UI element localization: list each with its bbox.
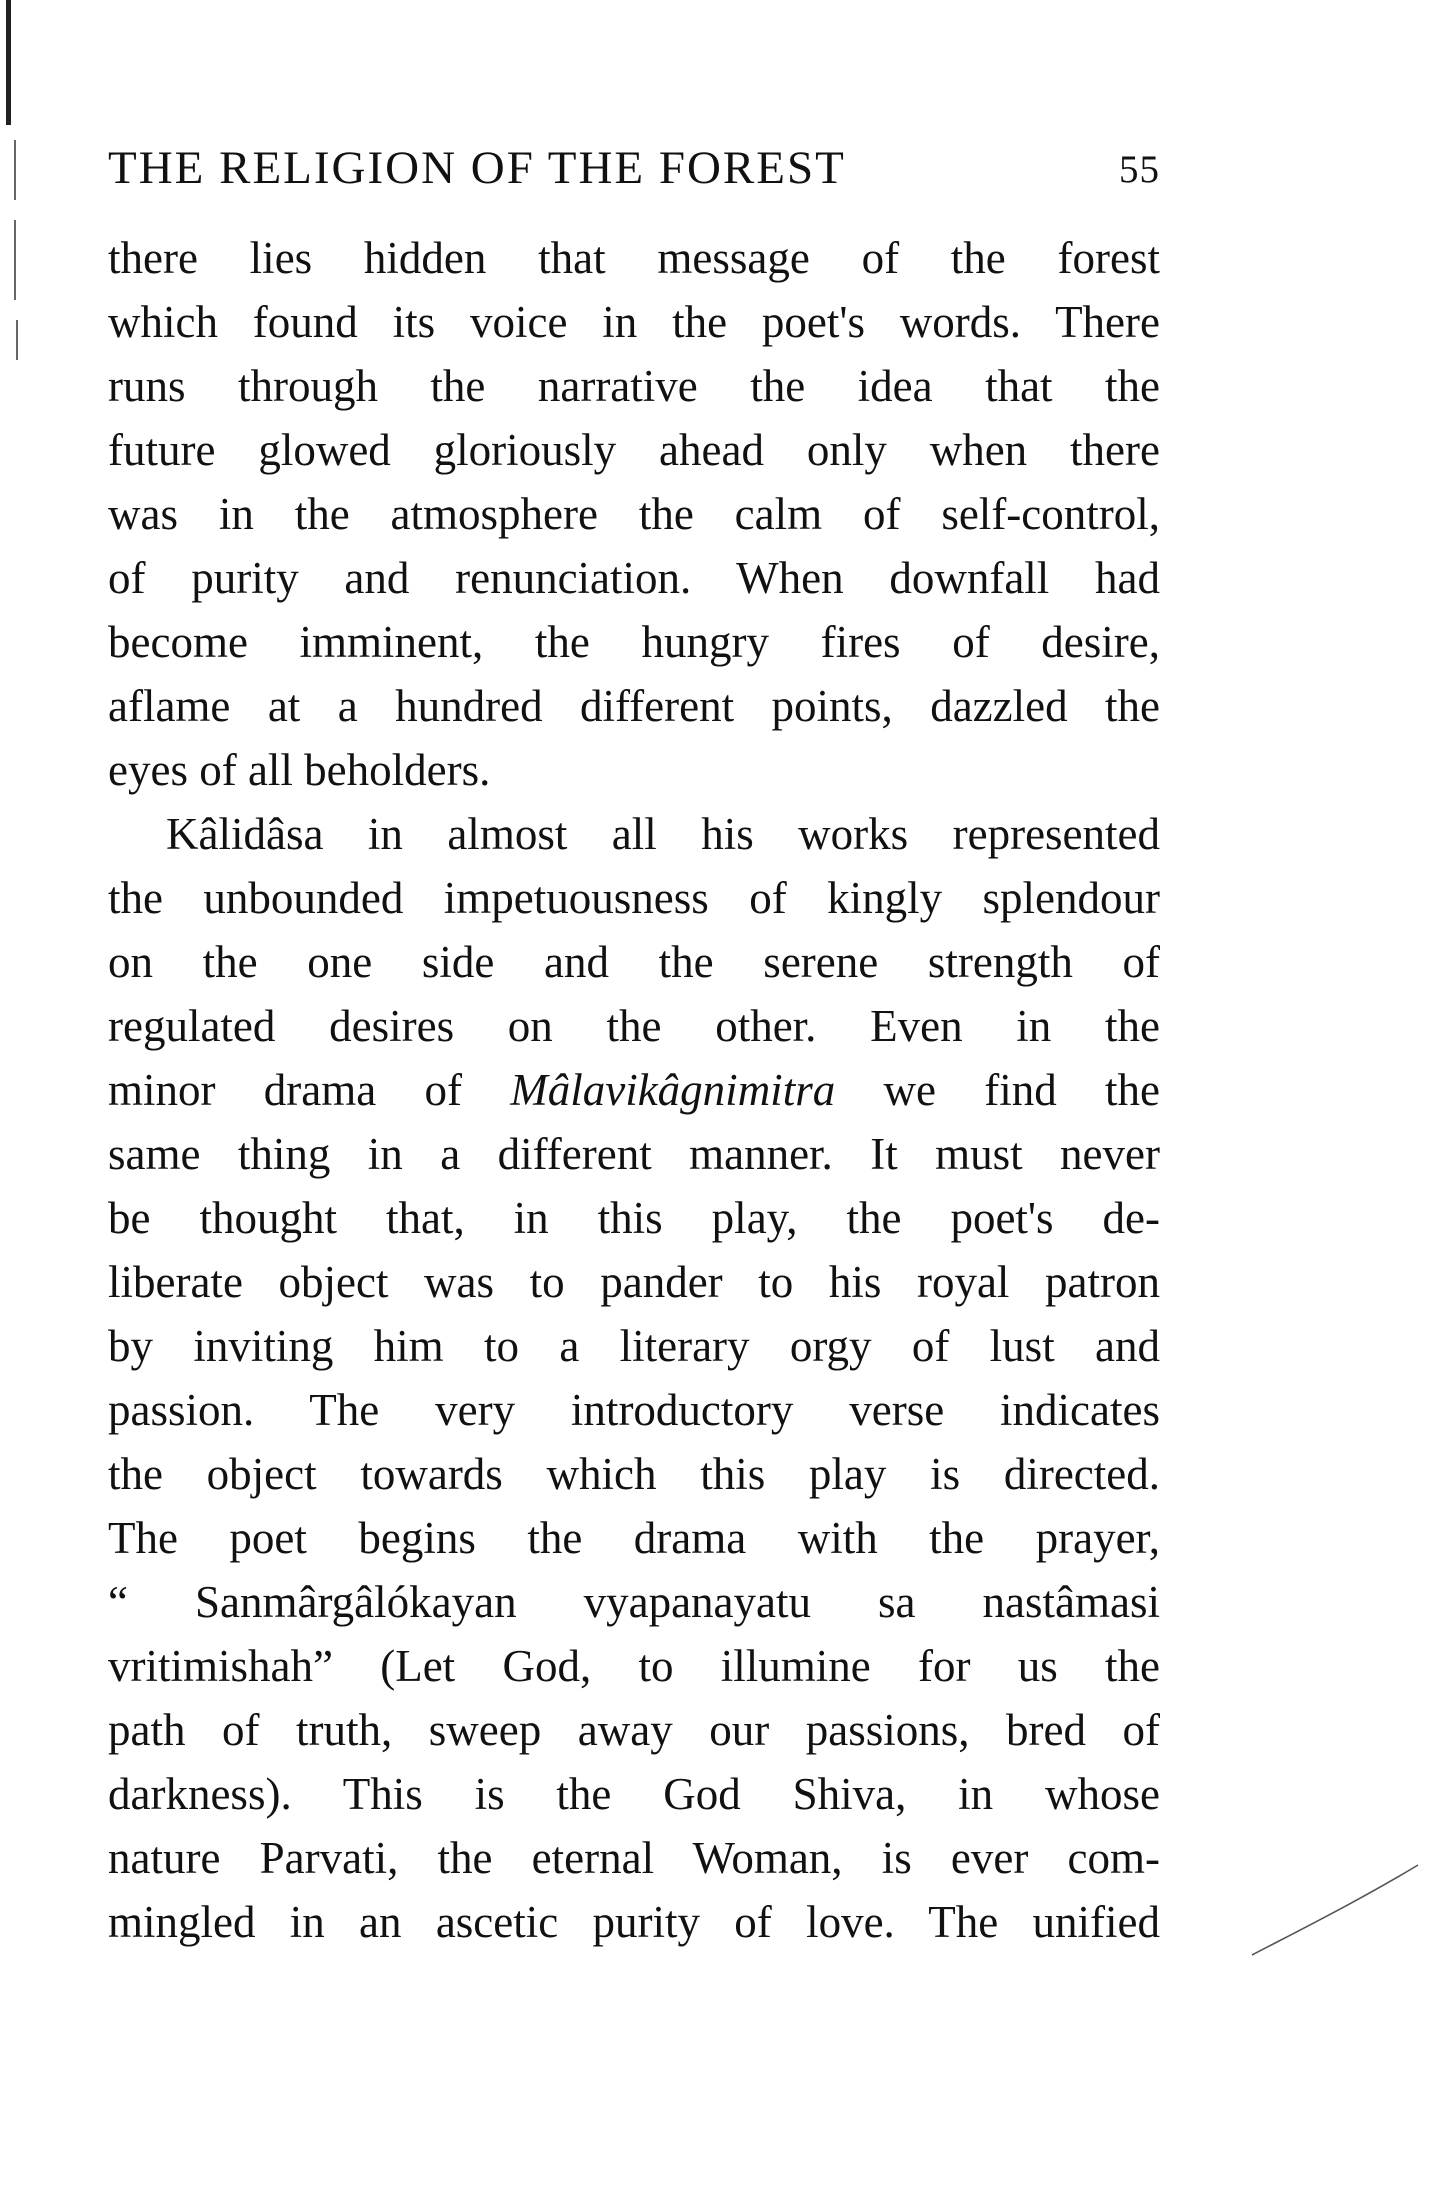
text-line: there lies hidden that message of the forest <box>108 233 1160 283</box>
page-number: 55 <box>1119 148 1160 191</box>
text-line: eyes of all beholders. <box>108 745 491 795</box>
text-line: which found its voice in the poet's words. There <box>108 297 1160 347</box>
paragraph <box>108 226 1160 802</box>
text-line: passion. The very introductory verse indicates <box>108 1385 1160 1435</box>
page-header <box>108 138 1160 198</box>
text-line: darkness). This is the God Shiva, in whose <box>108 1769 1160 1819</box>
text-line: The poet begins the drama with the prayer, <box>108 1513 1160 1563</box>
text-line: the unbounded impetuousness of kingly splendour <box>108 873 1160 923</box>
text-line: liberate object was to pander to his royal patron <box>108 1257 1160 1307</box>
text-line: the object towards which this play is directed. <box>108 1449 1160 1499</box>
text-line: nature Parvati, the eternal Woman, is ever com- <box>108 1833 1160 1883</box>
text-line: same thing in a different manner. It must never <box>108 1129 1160 1179</box>
text-line: runs through the narrative the idea that the <box>108 361 1160 411</box>
text-line: future glowed gloriously ahead only when there <box>108 425 1160 475</box>
binding-edge-mark <box>6 0 11 125</box>
text-line: Kâlidâsa in almost all his works represented <box>166 809 1160 859</box>
text-line: of purity and renunciation. When downfall had <box>108 553 1160 603</box>
binding-speckle <box>14 140 16 200</box>
text-line: was in the atmosphere the calm of self-control, <box>108 489 1160 539</box>
text-line-with-title <box>108 1058 1160 1122</box>
text-line: mingled in an ascetic purity of love. The unified <box>108 1897 1160 1947</box>
text-line: aflame at a hundred different points, dazzled the <box>108 681 1160 731</box>
text-line: vritimishah” (Let God, to illumine for us the <box>108 1641 1160 1691</box>
binding-speckle <box>16 320 18 360</box>
text-line: “ Sanmârgâlókayan vyapanayatu sa nastâmasi <box>108 1577 1160 1627</box>
text-line: by inviting him to a literary orgy of lust and <box>108 1321 1160 1371</box>
play-title: Mâlavikâgnimitra <box>510 1065 836 1115</box>
text-line: become imminent, the hungry fires of desire, <box>108 617 1160 667</box>
text-line: path of truth, sweep away our passions, bred of <box>108 1705 1160 1755</box>
text-line: be thought that, in this play, the poet's de- <box>108 1193 1160 1243</box>
pencil-stroke-mark <box>1250 1860 1420 1960</box>
text-run: minor drama of <box>108 1065 511 1115</box>
text-run: we find the <box>835 1065 1160 1115</box>
running-title: THE RELIGION OF THE FOREST <box>108 142 846 194</box>
text-line: regulated desires on the other. Even in the <box>108 1001 1160 1051</box>
text-line: on the one side and the serene strength of <box>108 937 1160 987</box>
paragraph <box>108 802 1160 1954</box>
binding-speckle <box>14 220 16 300</box>
body-text <box>108 226 1160 1954</box>
